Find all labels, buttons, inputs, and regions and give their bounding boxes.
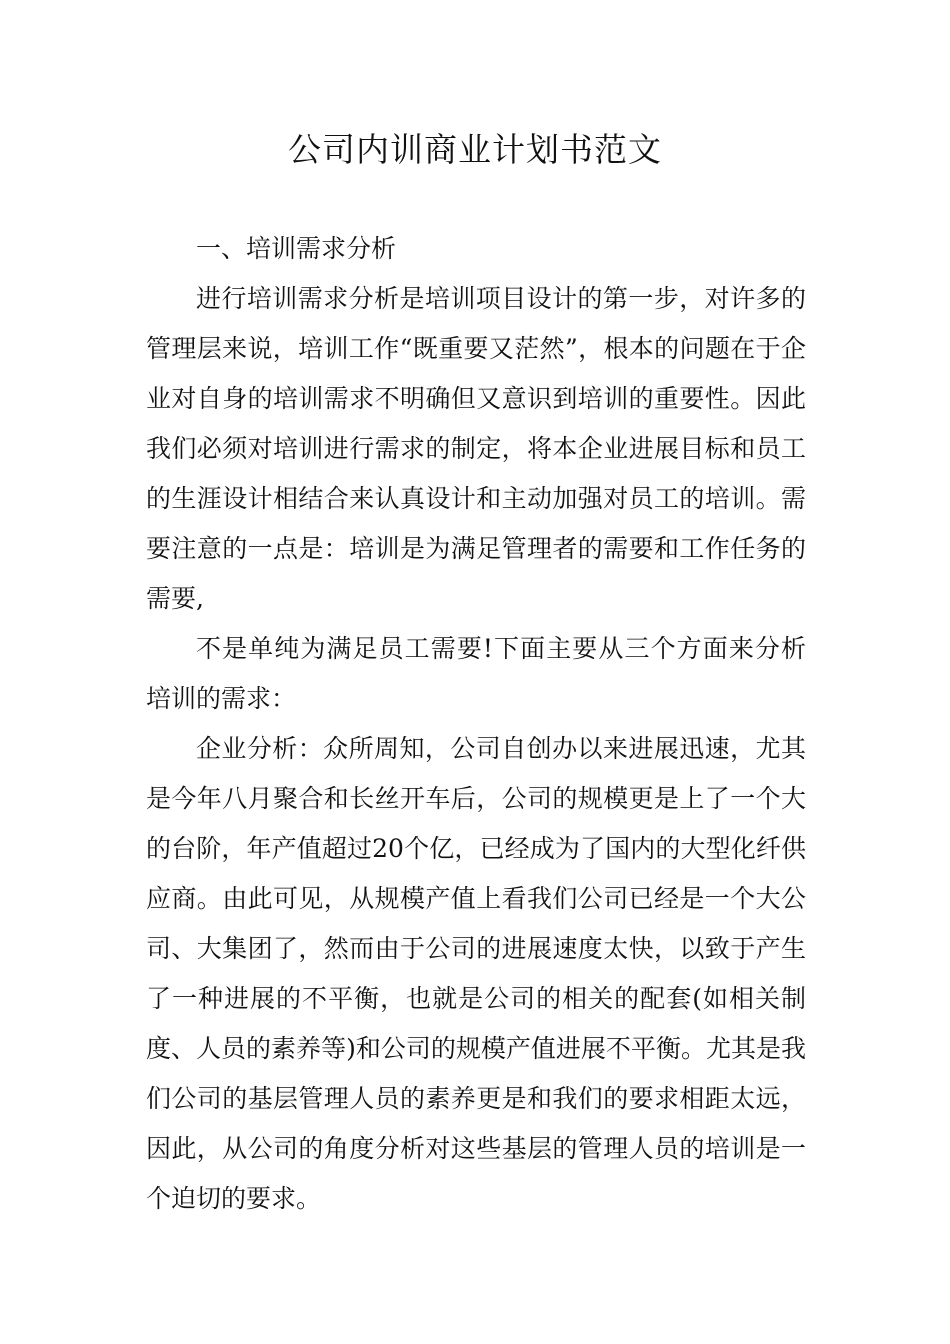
document-body: [146, 224, 806, 1224]
paragraph-three-aspects: 不是单纯为满足员工需要!下面主要从三个方面来分析培训的需求：: [146, 634, 806, 713]
document-title: 公司内训商业计划书范文: [288, 130, 662, 169]
paragraph-needs-analysis: 进行培训需求分析是培训项目设计的第一步，对许多的管理层来说，培训工作“既重要又茫然”，根本的问题在于企业对自身的培训需求不明确但又意识到培训的重要性。因此我们必须对培训进行需求的制定，将本企业进展目标和员工的生涯设计相结合来认真设计和主动加强对员工的培训。需要注意的一点是：培训是为满足管理者的需要和工作任务的需要,: [146, 284, 806, 613]
paragraph-enterprise-analysis: 企业分析：众所周知，公司自创办以来进展迅速，尤其是今年八月聚合和长丝开车后，公司的规模更是上了一个大的台阶，年产值超过20个亿，已经成为了国内的大型化纤供应商。由此可见，从规模产值上看我们公司已经是一个大公司、大集团了，然而由于公司的进展速度太快，以致于产生了一种进展的不平衡，也就是公司的相关的配套(如相关制度、人员的素养等)和公司的规模产值进展不平衡。尤其是我们公司的基层管理人员的素养更是和我们的要求相距太远，因此，从公司的角度分析对这些基层的管理人员的培训是一个迫切的要求。: [146, 734, 806, 1213]
section-heading: 一、培训需求分析: [196, 234, 397, 263]
